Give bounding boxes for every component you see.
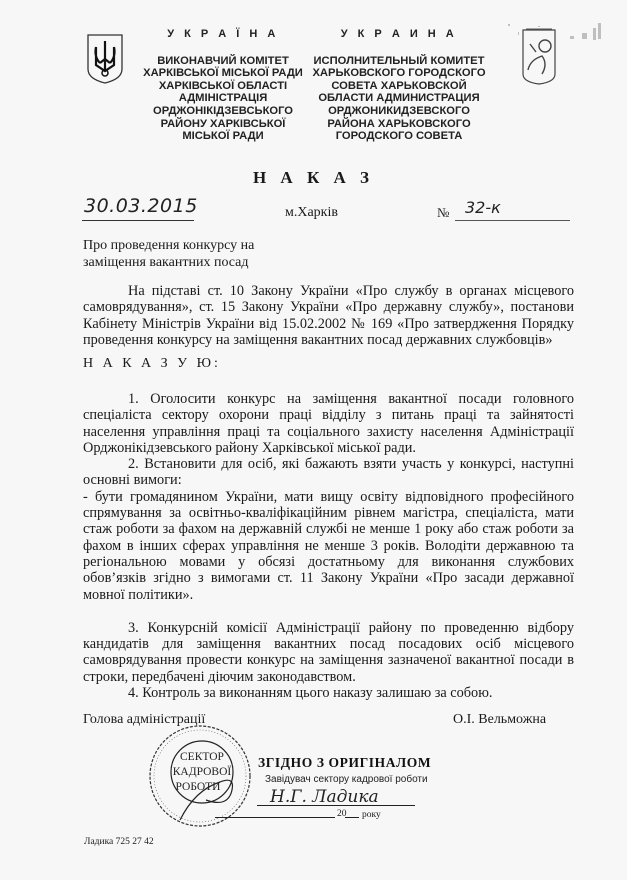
country-name-ru: У К Р А И Н А: [340, 28, 458, 40]
copy-year-prefix: 20: [337, 809, 347, 819]
copy-certification-subtitle: Завідувач сектору кадрової роботи: [265, 774, 428, 785]
order-heading: Н А К А З У Ю:: [83, 356, 221, 371]
order-item: 4. Контроль за виконанням цього наказу залишаю за собою.: [128, 685, 493, 702]
official-stamp: [140, 720, 266, 830]
org-line: АДМІНІСТРАЦІЯ: [178, 92, 268, 105]
copy-year-suffix: року: [362, 810, 381, 820]
trident-coat-of-arms-icon: [86, 33, 124, 85]
order-item: - бути громадянином України, мати вищу освіту відповідного професійного спрямування за освітньо-кваліфікаційним рівнем магістра, спеціаліста, мати стаж роботи за фахом на державній службі не менше 1 року або стаж роботи за фахом в інших сферах управління не менше 3 років. Володіти державною та регіональною мовами у обсязі достатньому для виконання службових обов’язків згідно з вимогами ст. 11 Закону України «Про засади державної мовної політики».: [83, 488, 574, 603]
subject-line: Про проведення конкурсу на: [83, 238, 255, 253]
order-item: 2. Встановити для осіб, які бажають взяти участь у конкурсі, наступні основні вимоги:: [83, 456, 574, 489]
document-city: м.Харків: [285, 205, 338, 220]
order-item: 1. Оголосити конкурс на заміщення вакантної посади головного спеціаліста сектору охорони праці відділу з питань праці та зайнятості населення управління праці та соціального захисту населення Адміністрації Орджонікідзевського району Харківської міської ради.: [83, 391, 574, 456]
org-line: СОВЕТА ХАРЬКОВСКОЙ: [331, 79, 467, 92]
document-title: Н А К А З: [252, 168, 375, 187]
document-subject: [83, 238, 254, 271]
order-item: 3. Конкурсній комісії Адміністрації району по проведенню відбору кандидатів для заміщення вакантних посад посадових осіб місцевого самоврядування провести конкурс на заміщення зазначеної вакантної посади в строки, передбачені діючим законодавством.: [83, 619, 574, 685]
subject-line: заміщення вакантних посад: [83, 254, 249, 270]
header-ukrainian: [128, 28, 318, 143]
kharkiv-coat-of-arms-icon: [520, 24, 558, 86]
signature-underline: [257, 805, 415, 806]
document-number: 32-к: [465, 198, 501, 217]
signatory-name: О.І. Вельможна: [453, 712, 547, 727]
org-line: МІСЬКОЇ РАДИ: [182, 130, 264, 143]
org-line: ХАРКІВСЬКОЇ МІСЬКОЇ РАДИ: [143, 67, 303, 80]
org-line: ГОРОДСКОГО СОВЕТА: [335, 130, 463, 143]
org-line: ОБЛАСТИ АДМИНИСТРАЦИЯ: [318, 92, 480, 105]
header-russian: [306, 28, 492, 143]
copy-certification-title: ЗГІДНО З ОРИГІНАЛОМ: [258, 755, 432, 770]
stamp-line: КАДРОВОЇ: [172, 766, 232, 778]
org-line: ОРДЖОНИКИДЗЕВСКОГО: [328, 104, 470, 117]
signatory-title: Голова адміністрації: [83, 712, 206, 727]
org-line: ОРДЖОНІКІДЗЕВСЬКОГО: [153, 104, 293, 117]
org-line: РАЙОНА ХАРЬКОВСКОГО: [327, 117, 471, 130]
org-line: ХАРКІВСЬКОЇ ОБЛАСТІ: [158, 79, 288, 92]
year-underline: [345, 817, 359, 818]
date-underline: [215, 817, 335, 818]
executor-contact: Ладика 725 27 42: [84, 837, 154, 847]
stamp-line: РОБОТИ: [175, 781, 221, 793]
stamp-line: СЕКТОР: [180, 751, 224, 763]
org-line: ВИКОНАВЧИЙ КОМІТЕТ: [157, 54, 289, 67]
org-line: ИСПОЛНИТЕЛЬНЫЙ КОМИТЕТ: [313, 54, 485, 67]
country-name-ua: У К Р А Ї Н А: [167, 28, 279, 40]
document-date: 30.03.2015: [84, 195, 198, 217]
order-items: [83, 391, 574, 701]
org-line: ХАРЬКОВСКОГО ГОРОДСКОГО: [312, 67, 486, 80]
copy-signature: Н.Г. Ладика: [270, 787, 379, 807]
org-line: РАЙОНУ ХАРКІВСЬКОЇ: [160, 117, 286, 130]
number-label: №: [437, 205, 450, 220]
preamble-paragraph: На підставі ст. 10 Закону України «Про службу в органах місцевого самоврядування», ст. 15 Закону України «Про державну службу», постанови Кабінету Міністрів України від 15.02.2002 № 169 «Про затвердження Порядку проведення конкурсу на заміщення вакантних посад державних службовців»: [83, 283, 574, 348]
